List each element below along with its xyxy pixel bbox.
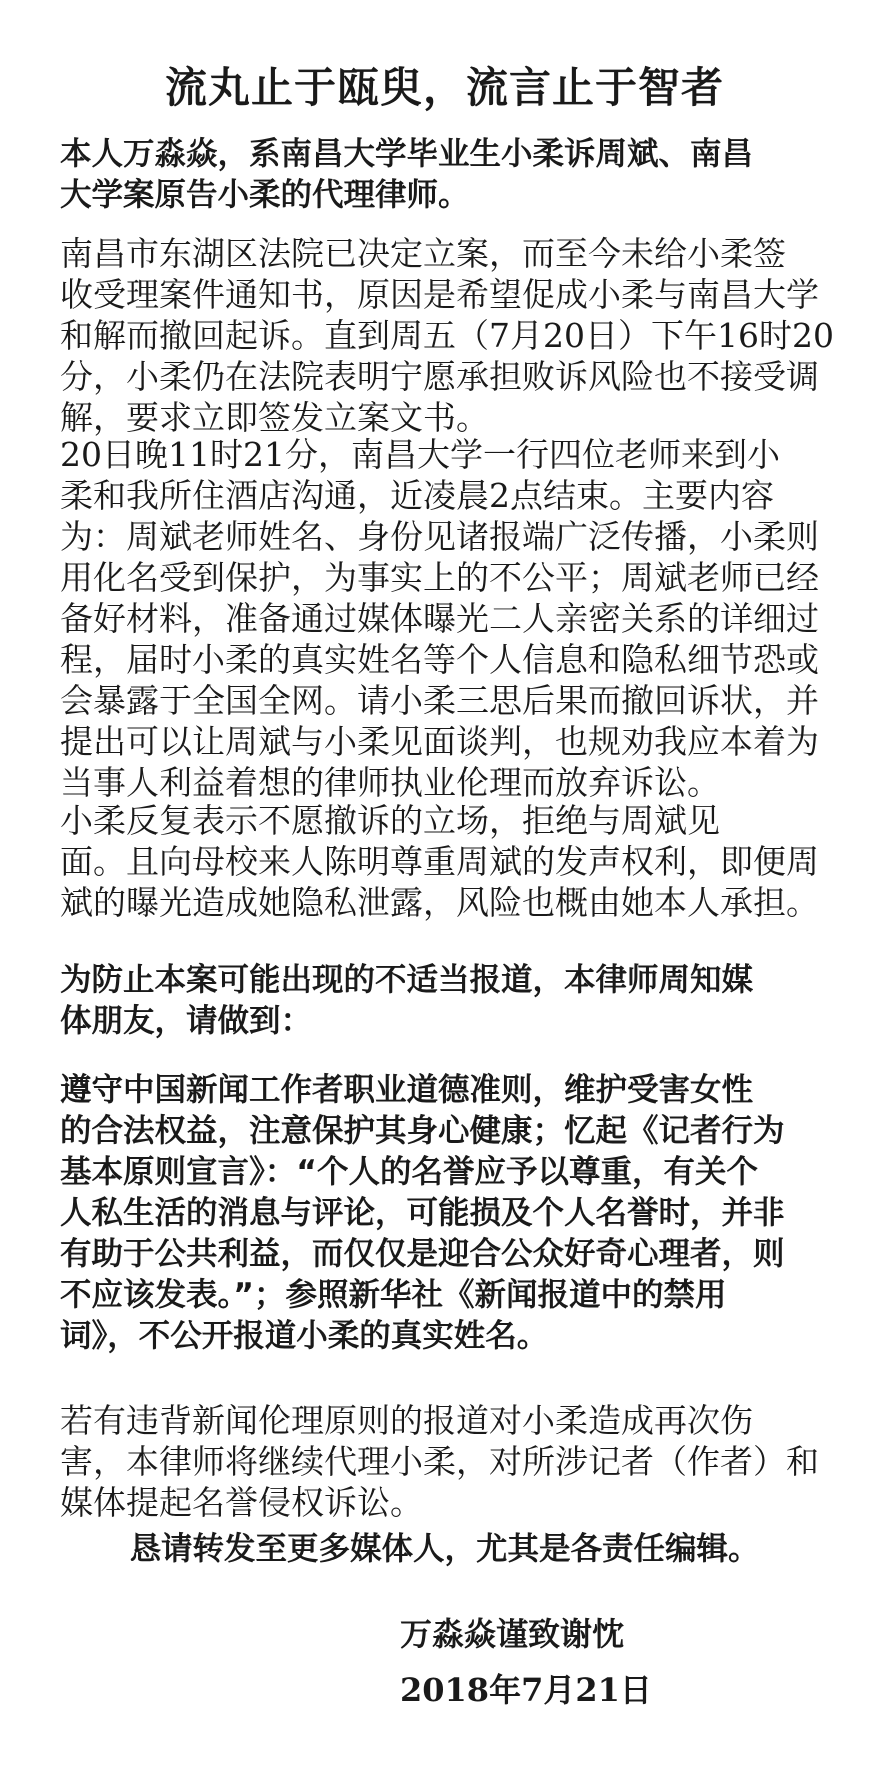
paragraph-line: 提出可以让周斌与小柔见面谈判，也规劝我应本着为 bbox=[60, 722, 819, 761]
paragraph-line: 不应该发表。”；参照新华社《新闻报道中的禁用 bbox=[60, 1277, 727, 1313]
paragraph-line: 小柔反复表示不愿撤诉的立场，拒绝与周斌见 bbox=[60, 801, 720, 840]
paragraph-line: 的合法权益，注意保护其身心健康；忆起《记者行为 bbox=[60, 1113, 785, 1149]
paragraph-line: 会暴露于全国全网。请小柔三思后果而撤回诉状，并 bbox=[60, 681, 819, 720]
closing-request: 恳请转发至更多媒体人，尤其是各责任编辑。 bbox=[129, 1531, 760, 1567]
paragraph-line: 备好材料，准备通过媒体曝光二人亲密关系的详细过 bbox=[60, 599, 819, 638]
paragraph-line: 程，届时小柔的真实姓名等个人信息和隐私细节恐或 bbox=[60, 640, 819, 679]
paragraph-line: 用化名受到保护，为事实上的不公平；周斌老师已经 bbox=[60, 558, 819, 597]
paragraph-line: 大学案原告小柔的代理律师。 bbox=[60, 177, 470, 213]
paragraph-line: 本人万淼焱，系南昌大学毕业生小柔诉周斌、南昌 bbox=[60, 136, 754, 172]
paragraph-line: 基本原则宣言》：“个人的名誉应予以尊重，有关个 bbox=[60, 1154, 758, 1190]
paragraph-line: 当事人利益着想的律师执业伦理而放弃诉讼。 bbox=[60, 763, 720, 802]
paragraph-line: 南昌市东湖区法院已决定立案，而至今未给小柔签 bbox=[60, 234, 786, 273]
paragraph-line: 体朋友，请做到： bbox=[60, 1003, 313, 1039]
paragraph-line: 害，本律师将继续代理小柔，对所涉记者（作者）和 bbox=[60, 1442, 819, 1481]
filing-status-paragraph bbox=[60, 233, 834, 438]
paragraph-line: 人私生活的消息与评论，可能损及个人名誉时，并非 bbox=[60, 1195, 785, 1231]
paragraph-line: 若有违背新闻伦理原则的报道对小柔造成再次伤 bbox=[60, 1401, 753, 1440]
refusal-paragraph bbox=[60, 800, 819, 923]
paragraph-line: 柔和我所住酒店沟通，近凌晨2点结束。主要内容 bbox=[60, 476, 774, 515]
paragraph-line: 面。且向母校来人陈明尊重周斌的发声权利，即便周 bbox=[60, 842, 819, 881]
paragraph-line: 词》，不公开报道小柔的真实姓名。 bbox=[60, 1318, 549, 1354]
signature: 万淼焱谨致谢忱 bbox=[400, 1615, 625, 1653]
paragraph-line: 斌的曝光造成她隐私泄露，风险也概由她本人承担。 bbox=[60, 883, 819, 922]
paragraph-line: 为：周斌老师姓名、身份见诸报端广泛传播，小柔则 bbox=[60, 517, 819, 556]
meeting-paragraph bbox=[60, 434, 819, 803]
date: 2018年7月21日 bbox=[400, 1671, 652, 1709]
document-title: 流丸止于瓯臾，流言止于智者 bbox=[164, 63, 724, 112]
paragraph-line: 和解而撤回起诉。直到周五（7月20日）下午16时20 bbox=[60, 316, 834, 355]
paragraph-line: 有助于公共利益，而仅仅是迎合公众好奇心理者，则 bbox=[60, 1236, 785, 1272]
paragraph-line: 分，小柔仍在法院表明宁愿承担败诉风险也不接受调 bbox=[60, 357, 819, 396]
paragraph-line: 为防止本案可能出现的不适当报道，本律师周知媒 bbox=[60, 962, 754, 998]
paragraph-line: 遵守中国新闻工作者职业道德准则，维护受害女性 bbox=[60, 1072, 754, 1108]
ethics-paragraph bbox=[60, 1070, 800, 1357]
paragraph-line: 收受理案件通知书，原因是希望促成小柔与南昌大学 bbox=[60, 275, 819, 314]
paragraph-line: 20日晚11时21分，南昌大学一行四位老师来到小 bbox=[60, 435, 780, 474]
media-notice-paragraph bbox=[60, 960, 800, 1042]
paragraph-line: 解，要求立即签发立案文书。 bbox=[60, 398, 489, 437]
intro-paragraph bbox=[60, 134, 800, 216]
paragraph-line: 媒体提起名誉侵权诉讼。 bbox=[60, 1483, 423, 1522]
lawsuit-warning-paragraph bbox=[60, 1400, 819, 1523]
